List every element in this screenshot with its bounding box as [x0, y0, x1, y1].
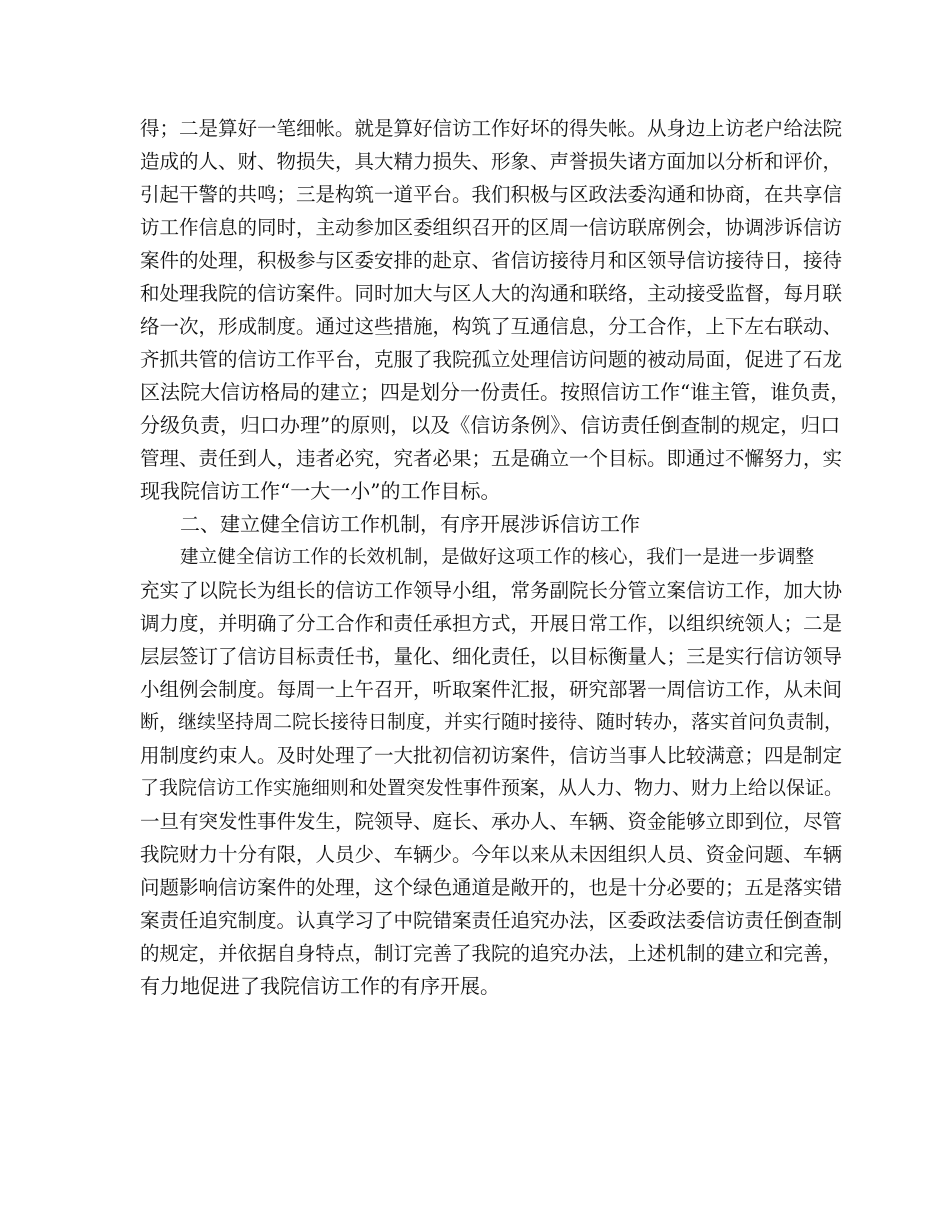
text-line: 访工作信息的同时，主动参加区委组织召开的区周一信访联席例会，协调涉诉信访	[140, 216, 843, 239]
text-line: 小组例会制度。每周一上午召开，听取案件汇报，研究部署一周信访工作，从未间	[140, 678, 843, 701]
text-line: 案责任追究制度。认真学习了中院错案责任追究办法，区委政法委信访责任倒查制	[140, 909, 843, 932]
text-line: 用制度约束人。及时处理了一大批初信初访案件，信访当事人比较满意；四是制定	[140, 744, 843, 767]
text-line: 问题影响信访案件的处理，这个绿色通道是敞开的，也是十分必要的；五是落实错	[140, 876, 843, 899]
text-line: 有力地促进了我院信访工作的有序开展。	[140, 974, 500, 998]
document-body	[140, 112, 851, 1003]
text-line: 断，继续坚持周二院长接待日制度，并实行随时接待、随时转办，落实首问负责制，	[140, 711, 844, 733]
text-line: 齐抓共管的信访工作平台，克服了我院孤立处理信访问题的被动局面，促进了石龙	[140, 348, 843, 371]
text-line: 造成的人、财、物损失，具大精力损失、形象、声誉损失诸方面加以分析和评价，	[140, 150, 843, 173]
text-line: 络一次，形成制度。通过这些措施，构筑了互通信息，分工合作，上下左右联动、	[140, 315, 843, 338]
section-heading: 二、建立健全信访工作机制，有序开展涉诉信访工作	[180, 512, 640, 536]
text-line: 我院财力十分有限，人员少、车辆少。今年以来从未因组织人员、资金问题、车辆	[140, 843, 843, 866]
text-line: 建立健全信访工作的长效机制，是做好这项工作的核心，我们一是进一步调整	[180, 547, 814, 568]
text-line: 现我院信访工作“一大一小”的工作目标。	[140, 479, 501, 503]
text-line: 和处理我院的信访案件。同时加大与区人大的沟通和联络，主动接受监督，每月联	[140, 282, 843, 305]
text-line: 管理、责任到人，违者必究，究者必果；五是确立一个目标。即通过不懈努力，实	[140, 447, 843, 470]
text-line: 调力度，并明确了分工合作和责任承担方式，开展日常工作，以组织统领人；二是	[140, 612, 843, 635]
text-line: 的规定，并依据自身特点，制订完善了我院的追究办法，上述机制的建立和完善，	[140, 942, 843, 965]
text-line: 得；二是算好一笔细帐。就是算好信访工作好坏的得失帐。从身边上访老户给法院	[140, 117, 843, 140]
text-line: 一旦有突发性事件发生，院领导、庭长、承办人、车辆、资金能够立即到位，尽管	[140, 810, 843, 833]
text-line: 层层签订了信访目标责任书，量化、细化责任，以目标衡量人；三是实行信访领导	[140, 645, 843, 668]
text-line: 案件的处理，积极参与区委安排的赴京、省信访接待月和区领导信访接待日，接待	[140, 249, 843, 272]
text-line: 了我院信访工作实施细则和处置突发性事件预案，从人力、物力、财力上给以保证。	[140, 777, 844, 799]
text-line: 分级负责，归口办理”的原则，以及《信访条例》、信访责任倒查制的规定，归口	[140, 413, 841, 437]
text-line: 区法院大信访格局的建立；四是划分一份责任。按照信访工作“谁主管，谁负责，	[140, 380, 851, 404]
text-line: 引起干警的共鸣；三是构筑一道平台。我们积极与区政法委沟通和协商，在共享信	[140, 183, 843, 206]
text-line: 充实了以院长为组长的信访工作领导小组，常务副院长分管立案信访工作，加大协	[140, 579, 843, 602]
